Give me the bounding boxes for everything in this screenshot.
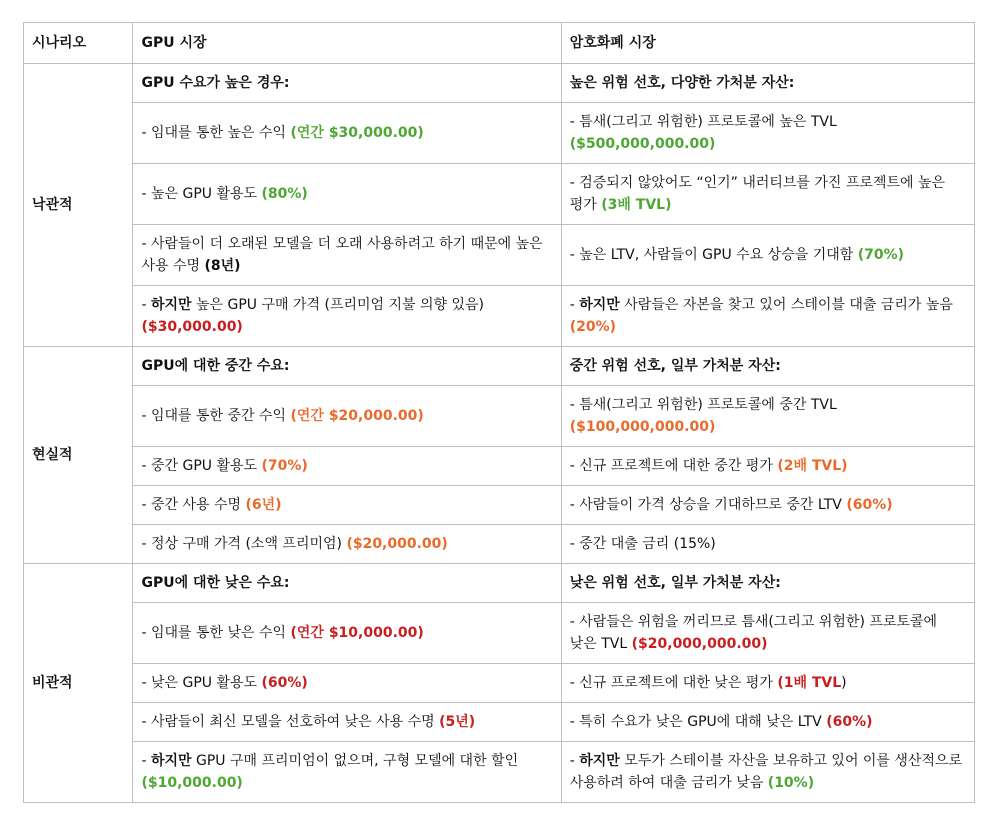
cell-text: 높은 GPU 구매 가격 (프리미엄 지불 의향 있음) — [191, 297, 485, 313]
scenario-head-row — [24, 564, 975, 603]
highlight-text: (10%) — [767, 775, 815, 791]
gpu-cell — [133, 225, 561, 286]
gpu-cell — [133, 164, 561, 225]
highlight-text: ($20,000,000.00) — [631, 636, 768, 652]
header-gpu-market: GPU 시장 — [133, 23, 561, 64]
gpu-cell — [133, 447, 561, 486]
scenario-table — [23, 22, 975, 803]
cell-text: - — [141, 753, 151, 769]
highlight-text: ($100,000,000.00) — [569, 419, 716, 435]
cell-text: - 임대를 통한 중간 수익 — [141, 408, 291, 424]
table-row — [24, 225, 975, 286]
scenario-name: 낙관적 — [24, 64, 133, 347]
gpu-cell — [133, 664, 561, 703]
gpu-scenario-heading: GPU에 대한 낮은 수요: — [133, 564, 561, 603]
cell-text: - 높은 LTV, 사람들이 GPU 수요 상승을 기대함 — [569, 247, 858, 263]
cell-text: - 틈새(그리고 위험한) 프로토콜에 높은 TVL — [569, 114, 837, 130]
table-row — [24, 742, 975, 803]
gpu-cell — [133, 386, 561, 447]
highlight-text: ($500,000,000.00) — [569, 136, 716, 152]
gpu-cell — [133, 286, 561, 347]
table-row — [24, 664, 975, 703]
cell-text: - 사람들이 더 오래된 모델을 더 오래 사용하려고 하기 때문에 높은 사용 수명 — [141, 236, 543, 274]
crypto-scenario-heading: 중간 위험 선호, 일부 가처분 자산: — [561, 347, 974, 386]
scenario-name: 현실적 — [24, 347, 133, 564]
cell-text: - 신규 프로젝트에 대한 낮은 평가 — [569, 675, 778, 691]
table-row — [24, 286, 975, 347]
table-row — [24, 525, 975, 564]
cell-text: - 높은 GPU 활용도 — [141, 186, 262, 202]
highlight-text: (연간 $30,000.00) — [290, 125, 424, 141]
highlight-text: (연간 $10,000.00) — [290, 625, 424, 641]
crypto-cell — [561, 103, 974, 164]
table-body — [24, 64, 975, 803]
highlight-text: (70%) — [857, 247, 905, 263]
table-row — [24, 486, 975, 525]
cell-text: - 특히 수요가 낮은 GPU에 대해 낮은 LTV — [569, 714, 827, 730]
crypto-cell — [561, 703, 974, 742]
highlight-text: ($30,000.00) — [141, 319, 243, 335]
cell-text: - 낮은 GPU 활용도 — [141, 675, 262, 691]
crypto-cell — [561, 164, 974, 225]
cell-text: - 사람들이 최신 모델을 선호하여 낮은 사용 수명 — [141, 714, 440, 730]
cell-text: - 틈새(그리고 위험한) 프로토콜에 중간 TVL — [569, 397, 837, 413]
cell-text: - 중간 대출 금리 (15%) — [569, 536, 716, 552]
cell-text: - 임대를 통한 낮은 수익 — [141, 625, 291, 641]
gpu-scenario-heading: GPU 수요가 높은 경우: — [133, 64, 561, 103]
scenario-head-row — [24, 64, 975, 103]
highlight-text: (6년) — [245, 497, 282, 513]
cell-text: - 중간 GPU 활용도 — [141, 458, 262, 474]
cell-text: - 사람들은 위험을 꺼리므로 틈새(그리고 위험한) 프로토콜에 낮은 TVL — [569, 614, 937, 652]
header-scenario: 시나리오 — [24, 23, 133, 64]
highlight-text: ($20,000.00) — [346, 536, 448, 552]
table-row — [24, 386, 975, 447]
crypto-cell — [561, 386, 974, 447]
gpu-cell — [133, 703, 561, 742]
cell-text: - 신규 프로젝트에 대한 중간 평가 — [569, 458, 778, 474]
crypto-cell — [561, 742, 974, 803]
highlight-text: (3배 TVL) — [601, 197, 672, 213]
table-row — [24, 703, 975, 742]
highlight-text: 하지만 — [579, 753, 620, 769]
cell-text: - — [141, 297, 151, 313]
cell-text: GPU 구매 프리미엄이 없으며, 구형 모델에 대한 할인 — [191, 753, 519, 769]
crypto-scenario-heading: 낮은 위험 선호, 일부 가처분 자산: — [561, 564, 974, 603]
crypto-cell — [561, 486, 974, 525]
highlight-text: (20%) — [569, 319, 617, 335]
table-row — [24, 103, 975, 164]
table-row — [24, 164, 975, 225]
gpu-cell — [133, 486, 561, 525]
crypto-cell — [561, 225, 974, 286]
cell-text: - 임대를 통한 높은 수익 — [141, 125, 291, 141]
table-row — [24, 603, 975, 664]
cell-text: - 중간 사용 수명 — [141, 497, 246, 513]
highlight-text: (60%) — [846, 497, 893, 513]
scenario-head-row — [24, 347, 975, 386]
cell-text: ) — [841, 675, 847, 691]
header-row — [24, 23, 975, 64]
crypto-cell — [561, 447, 974, 486]
highlight-text: (1배 TVL — [777, 675, 842, 691]
cell-text: - 정상 구매 가격 (소액 프리미엄) — [141, 536, 347, 552]
table-row — [24, 447, 975, 486]
highlight-text: 하지만 — [579, 297, 620, 313]
highlight-text: (70%) — [261, 458, 308, 474]
cell-text: 모두가 스테이블 자산을 보유하고 있어 이를 생산적으로 사용하려 하여 대출 금리가 낮음 — [569, 753, 963, 791]
header-crypto-market: 암호화폐 시장 — [561, 23, 974, 64]
crypto-cell — [561, 525, 974, 564]
highlight-text: 하지만 — [150, 753, 192, 769]
highlight-text: (80%) — [261, 186, 308, 202]
highlight-text: (60%) — [261, 675, 308, 691]
highlight-text: (8년) — [204, 258, 241, 274]
gpu-cell — [133, 525, 561, 564]
cell-text: - 검증되지 않았어도 “인기” 내러티브를 가진 프로젝트에 높은 평가 — [569, 175, 946, 213]
highlight-text: (5년) — [439, 714, 476, 730]
highlight-text: (60%) — [826, 714, 873, 730]
crypto-scenario-heading: 높은 위험 선호, 다양한 가처분 자산: — [561, 64, 974, 103]
highlight-text: 하지만 — [150, 297, 192, 313]
cell-text: - — [569, 297, 580, 313]
cell-text: - 사람들이 가격 상승을 기대하므로 중간 LTV — [569, 497, 847, 513]
highlight-text: (2배 TVL) — [777, 458, 848, 474]
scenario-name: 비관적 — [24, 564, 133, 803]
gpu-cell — [133, 742, 561, 803]
gpu-cell — [133, 603, 561, 664]
crypto-cell — [561, 603, 974, 664]
gpu-cell — [133, 103, 561, 164]
cell-text: 사람들은 자본을 찾고 있어 스테이블 대출 금리가 높음 — [619, 297, 953, 313]
crypto-cell — [561, 664, 974, 703]
cell-text: - — [569, 753, 580, 769]
crypto-cell — [561, 286, 974, 347]
highlight-text: (연간 $20,000.00) — [290, 408, 424, 424]
highlight-text: ($10,000.00) — [141, 775, 243, 791]
gpu-scenario-heading: GPU에 대한 중간 수요: — [133, 347, 561, 386]
